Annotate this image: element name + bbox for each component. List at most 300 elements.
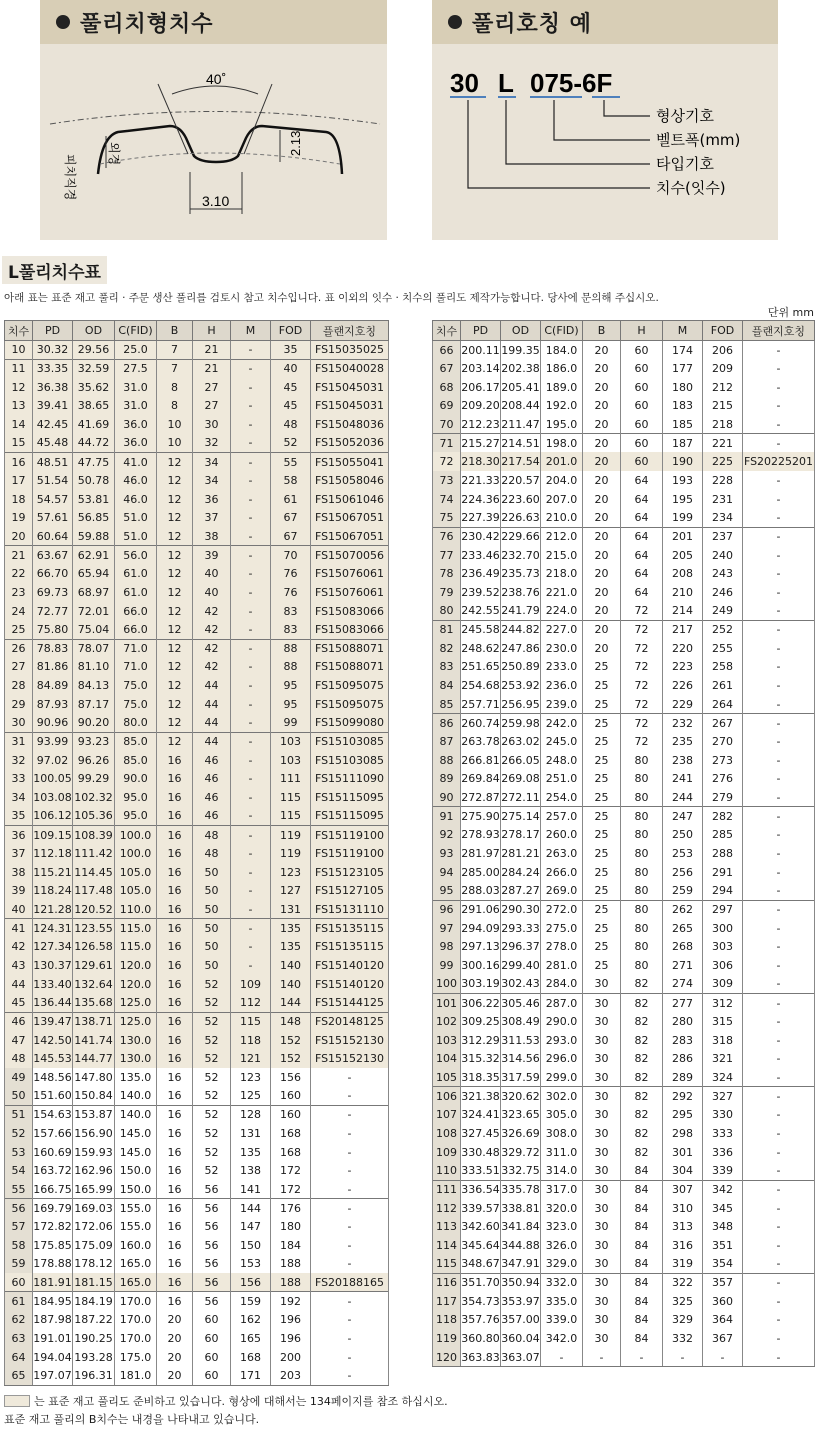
table-cell: 335.0 <box>541 1292 583 1311</box>
table-cell: 39.41 <box>33 396 73 415</box>
table-cell: 20 <box>583 471 621 490</box>
table-cell: 60 <box>193 1311 231 1330</box>
table-cell: 130.37 <box>33 956 73 975</box>
table-cell: 12 <box>157 527 193 546</box>
column-header: FOD <box>703 321 743 341</box>
table-header-row <box>5 321 389 341</box>
table-cell: 51.0 <box>115 508 157 527</box>
table-row <box>433 639 815 658</box>
table-cell: 16 <box>157 844 193 863</box>
designation-panel <box>432 0 778 240</box>
table-cell: - <box>743 396 815 415</box>
table-cell: 56 <box>193 1199 231 1218</box>
table-cell: 18 <box>5 490 33 509</box>
table-cell: 351 <box>703 1236 743 1255</box>
table-cell: FS15048036 <box>311 415 389 434</box>
table-cell: 25 <box>583 751 621 770</box>
table-cell: 112.18 <box>33 844 73 863</box>
table-cell: - <box>663 1348 703 1367</box>
table-cell: 315 <box>703 1012 743 1031</box>
table-cell: 118 <box>433 1311 461 1330</box>
table-cell: 274 <box>663 975 703 994</box>
table-row <box>433 807 815 826</box>
table-cell: 104 <box>433 1049 461 1068</box>
table-cell: 263.02 <box>501 732 541 751</box>
table-cell: 314.0 <box>541 1161 583 1180</box>
table-row <box>433 732 815 751</box>
table-cell: 21 <box>193 359 231 378</box>
table-cell: 150.0 <box>115 1161 157 1180</box>
table-cell: 109 <box>433 1143 461 1162</box>
table-cell: 192.0 <box>541 396 583 415</box>
table-cell: 72.01 <box>73 602 115 621</box>
table-cell: 330 <box>703 1105 743 1124</box>
table-cell: 13 <box>5 396 33 415</box>
table-cell: 30 <box>583 1031 621 1050</box>
table-cell: - <box>743 639 815 658</box>
table-cell: 170.0 <box>115 1292 157 1311</box>
column-header: 플랜지호칭 <box>743 321 815 341</box>
column-header: B <box>157 321 193 341</box>
depth-label: 2.13 <box>288 130 303 156</box>
table-cell: FS15115095 <box>311 788 389 807</box>
table-cell: 30 <box>583 1180 621 1199</box>
table-cell: 320.62 <box>501 1087 541 1106</box>
table-cell: 20 <box>583 415 621 434</box>
table-cell: 90.0 <box>115 770 157 789</box>
table-cell: 318.35 <box>461 1068 501 1087</box>
column-header: B <box>583 321 621 341</box>
table-cell: 107 <box>433 1105 461 1124</box>
table-cell: 12 <box>157 583 193 602</box>
table-cell: 208 <box>663 564 703 583</box>
table-cell: - <box>743 882 815 901</box>
table-cell: - <box>743 583 815 602</box>
table-cell: FS15058046 <box>311 471 389 490</box>
table-cell: 16 <box>157 1236 193 1255</box>
table-cell: 52 <box>193 1049 231 1068</box>
table-cell: 30 <box>583 1049 621 1068</box>
table-cell: 111 <box>271 770 311 789</box>
table-cell: 162.96 <box>73 1161 115 1180</box>
table-cell: 88 <box>271 639 311 658</box>
table-row <box>5 1273 389 1292</box>
table-cell: 52 <box>193 1012 231 1031</box>
table-cell: 354.73 <box>461 1292 501 1311</box>
table-cell: 269.08 <box>501 770 541 789</box>
table-cell: 95 <box>433 882 461 901</box>
table-cell: 16 <box>157 1124 193 1143</box>
table-cell: 150 <box>231 1236 271 1255</box>
table-cell: 80 <box>621 863 663 882</box>
table-cell: 82 <box>621 993 663 1012</box>
table-cell: 86 <box>433 714 461 733</box>
table-cell: 223.60 <box>501 490 541 509</box>
table-cell: - <box>231 732 271 751</box>
table-cell: 60 <box>621 434 663 453</box>
table-cell: - <box>231 751 271 770</box>
table-cell: 34 <box>193 452 231 471</box>
table-cell: 333.51 <box>461 1161 501 1180</box>
table-cell: 196 <box>271 1329 311 1348</box>
table-row <box>433 1217 815 1236</box>
table-cell: 174 <box>663 341 703 360</box>
table-cell: 210.0 <box>541 508 583 527</box>
table-cell: 82 <box>621 1105 663 1124</box>
table-cell: - <box>743 1180 815 1199</box>
legend-note-text: 는 표준 재고 풀리도 준비하고 있습니다. 형상에 대해서는 134페이지를 참조 하십시오. <box>34 1395 448 1408</box>
table-cell: 326.69 <box>501 1124 541 1143</box>
table-cell: 16 <box>157 1255 193 1274</box>
table-cell: 46.0 <box>115 490 157 509</box>
table-cell: 181.0 <box>115 1367 157 1386</box>
table-cell: 233.46 <box>461 546 501 565</box>
table-cell: 12 <box>157 508 193 527</box>
table-cell: 60 <box>621 378 663 397</box>
table-row <box>5 938 389 957</box>
table-cell: 21 <box>5 546 33 565</box>
table-cell: 141 <box>231 1180 271 1199</box>
table-row <box>5 993 389 1012</box>
table-row <box>5 1217 389 1236</box>
table-cell: 79 <box>433 583 461 602</box>
table-cell: 217.54 <box>501 452 541 471</box>
table-row <box>433 938 815 957</box>
table-cell: - <box>743 676 815 695</box>
dimension-table-right <box>432 320 815 1367</box>
table-cell: 342.0 <box>541 1329 583 1348</box>
table-cell: 64 <box>621 527 663 546</box>
table-cell: 144.77 <box>73 1049 115 1068</box>
code-type: L <box>498 68 514 98</box>
table-cell: 121.28 <box>33 900 73 919</box>
table-cell: 66 <box>433 341 461 360</box>
table-cell: 162 <box>231 1311 271 1330</box>
table-cell: 226 <box>663 676 703 695</box>
table-cell: 41.0 <box>115 452 157 471</box>
table-cell: FS15131110 <box>311 900 389 919</box>
table-row <box>433 490 815 509</box>
table-cell: 247.86 <box>501 639 541 658</box>
table-cell: 16 <box>157 1143 193 1162</box>
table-cell: 153 <box>231 1255 271 1274</box>
table-cell: 332 <box>663 1329 703 1348</box>
table-cell: 30 <box>583 1012 621 1031</box>
table-cell: 266.05 <box>501 751 541 770</box>
table-cell: 123 <box>271 863 311 882</box>
table-cell: 214.51 <box>501 434 541 453</box>
table-cell: 313 <box>663 1217 703 1236</box>
table-cell: 77 <box>433 546 461 565</box>
tooth-panel-title: 풀리치형치수 <box>80 11 214 37</box>
table-cell: 229 <box>663 695 703 714</box>
table-cell: 232.70 <box>501 546 541 565</box>
column-header: PD <box>33 321 73 341</box>
table-cell: 287.27 <box>501 882 541 901</box>
table-cell: 221.33 <box>461 471 501 490</box>
table-row <box>433 508 815 527</box>
table-cell: 227.39 <box>461 508 501 527</box>
table-cell: 110 <box>433 1161 461 1180</box>
table-cell: 118.24 <box>33 882 73 901</box>
table-cell: 294 <box>703 882 743 901</box>
table-cell: 117.48 <box>73 882 115 901</box>
table-cell: 212 <box>703 378 743 397</box>
table-row <box>433 1049 815 1068</box>
table-cell: 189.0 <box>541 378 583 397</box>
table-cell: 199 <box>663 508 703 527</box>
table-row <box>433 564 815 583</box>
table-cell: 218 <box>703 415 743 434</box>
table-cell: 115 <box>271 807 311 826</box>
table-cell: 20 <box>157 1311 193 1330</box>
table-cell: - <box>311 1348 389 1367</box>
table-row <box>5 639 389 658</box>
table-cell: - <box>311 1329 389 1348</box>
table-cell: 128 <box>231 1105 271 1124</box>
table-cell: 16 <box>157 1049 193 1068</box>
table-row <box>5 1311 389 1330</box>
table-cell: 75.04 <box>73 620 115 639</box>
table-cell: 58 <box>271 471 311 490</box>
table-cell: 83 <box>433 658 461 677</box>
table-cell: 71.0 <box>115 658 157 677</box>
table-cell: 81 <box>433 620 461 639</box>
table-cell: 56.0 <box>115 546 157 565</box>
table-cell: 184.19 <box>73 1292 115 1311</box>
table-cell: 33.35 <box>33 359 73 378</box>
table-cell: 60 <box>621 341 663 360</box>
table-cell: 100.05 <box>33 770 73 789</box>
table-cell: FS20225201 <box>743 452 815 471</box>
table-cell: 200 <box>271 1348 311 1367</box>
table-cell: 80.0 <box>115 714 157 733</box>
table-cell: 292 <box>663 1087 703 1106</box>
table-cell: 130.0 <box>115 1031 157 1050</box>
table-cell: - <box>743 658 815 677</box>
table-cell: 16 <box>157 788 193 807</box>
table-cell: 344.88 <box>501 1236 541 1255</box>
highlight-swatch <box>4 1395 30 1407</box>
table-cell: 51.0 <box>115 527 157 546</box>
table-cell: 105.36 <box>73 807 115 826</box>
table-cell: 191.01 <box>33 1329 73 1348</box>
table-cell: 16 <box>157 1292 193 1311</box>
table-cell: 62 <box>5 1311 33 1330</box>
table-cell: 136.44 <box>33 993 73 1012</box>
table-cell: 25 <box>5 620 33 639</box>
table-cell: 40 <box>5 900 33 919</box>
table-cell: 145.0 <box>115 1143 157 1162</box>
table-cell: 72 <box>621 602 663 621</box>
table-cell: 184 <box>271 1236 311 1255</box>
table-cell: 305.46 <box>501 993 541 1012</box>
table-cell: FS15061046 <box>311 490 389 509</box>
table-cell: 257.0 <box>541 807 583 826</box>
table-cell: 320.0 <box>541 1199 583 1218</box>
table-row <box>5 807 389 826</box>
table-cell: 336 <box>703 1143 743 1162</box>
table-cell: 156 <box>271 1068 311 1087</box>
table-cell: 302.0 <box>541 1087 583 1106</box>
table-cell: - <box>231 714 271 733</box>
table-cell: 80 <box>621 788 663 807</box>
table-cell: 68 <box>433 378 461 397</box>
table-cell: - <box>621 1348 663 1367</box>
column-header: 치수 <box>5 321 33 341</box>
pitch-diameter-label: 피치직경 <box>63 154 77 201</box>
table-cell: 121 <box>231 1049 271 1068</box>
table-row <box>433 1255 815 1274</box>
table-row <box>433 993 815 1012</box>
table-cell: 268 <box>663 938 703 957</box>
table-cell: - <box>743 1199 815 1218</box>
table-row <box>5 490 389 509</box>
table-cell: 323.0 <box>541 1217 583 1236</box>
table-cell: 30 <box>583 1311 621 1330</box>
table-cell: 82 <box>621 1031 663 1050</box>
table-cell: 210 <box>663 583 703 602</box>
table-cell: 332.75 <box>501 1161 541 1180</box>
table-cell: 67 <box>433 359 461 378</box>
table-cell: 35.62 <box>73 378 115 397</box>
table-cell: 338.81 <box>501 1199 541 1218</box>
table-cell: 203 <box>271 1367 311 1386</box>
table-cell: 156 <box>231 1273 271 1292</box>
table-cell: - <box>743 1329 815 1348</box>
table-cell: - <box>743 732 815 751</box>
table-cell: 16 <box>157 1199 193 1218</box>
table-cell: 45.48 <box>33 434 73 453</box>
table-cell: 286 <box>663 1049 703 1068</box>
table-cell: 333 <box>703 1124 743 1143</box>
tooth-panel-header <box>40 0 387 44</box>
table-row <box>433 900 815 919</box>
table-cell: 12 <box>157 658 193 677</box>
table-cell: 25 <box>583 807 621 826</box>
table-cell: 281.0 <box>541 956 583 975</box>
table-cell: - <box>743 1217 815 1236</box>
table-row <box>433 1012 815 1031</box>
table-cell: 335.78 <box>501 1180 541 1199</box>
table-cell: 316 <box>663 1236 703 1255</box>
table-cell: 172 <box>271 1180 311 1199</box>
table-cell: 80 <box>621 882 663 901</box>
table-cell: 44 <box>193 676 231 695</box>
table-row <box>5 975 389 994</box>
table-cell: 260.0 <box>541 826 583 845</box>
table-cell: - <box>311 1087 389 1106</box>
table-cell: - <box>231 546 271 565</box>
table-cell: 12 <box>157 695 193 714</box>
table-cell: - <box>231 434 271 453</box>
table-cell: 111.42 <box>73 844 115 863</box>
table-cell: 187 <box>663 434 703 453</box>
table-cell: 41.69 <box>73 415 115 434</box>
table-cell: 360 <box>703 1292 743 1311</box>
table-cell: 19 <box>5 508 33 527</box>
table-cell: 215.0 <box>541 546 583 565</box>
table-cell: 276 <box>703 770 743 789</box>
table-cell: 215 <box>703 396 743 415</box>
table-cell: 239.0 <box>541 695 583 714</box>
table-cell: - <box>743 527 815 546</box>
designation-panel-header <box>432 0 778 44</box>
table-cell: 99 <box>271 714 311 733</box>
table-cell: - <box>231 770 271 789</box>
table-cell: 244 <box>663 788 703 807</box>
table-cell: 190.25 <box>73 1329 115 1348</box>
table-cell: 211.47 <box>501 415 541 434</box>
table-cell: 16 <box>157 1161 193 1180</box>
table-cell: 288.03 <box>461 882 501 901</box>
table-cell: 347.91 <box>501 1255 541 1274</box>
table-cell: 225 <box>703 452 743 471</box>
column-header: 치수 <box>433 321 461 341</box>
table-cell: 72 <box>621 695 663 714</box>
table-cell: 120.0 <box>115 975 157 994</box>
table-cell: 42 <box>193 620 231 639</box>
table-cell: - <box>703 1348 743 1367</box>
table-cell: 96 <box>433 900 461 919</box>
table-cell: 357 <box>703 1273 743 1292</box>
table-cell: 124.31 <box>33 919 73 938</box>
table-cell: 245.58 <box>461 620 501 639</box>
table-cell: 56 <box>193 1292 231 1311</box>
table-cell: - <box>231 807 271 826</box>
table-cell: 258 <box>703 658 743 677</box>
table-cell: 248.62 <box>461 639 501 658</box>
table-cell: 192 <box>271 1292 311 1311</box>
table-row <box>433 919 815 938</box>
table-cell: - <box>743 900 815 919</box>
table-cell: 25 <box>583 788 621 807</box>
table-cell: 306.22 <box>461 993 501 1012</box>
table-cell: FS15045031 <box>311 378 389 397</box>
table-cell: 254.68 <box>461 676 501 695</box>
table-cell: 56 <box>193 1217 231 1236</box>
table-cell: 32 <box>193 434 231 453</box>
table-cell: 285.00 <box>461 863 501 882</box>
table-row <box>433 341 815 360</box>
table-cell: 157.66 <box>33 1124 73 1143</box>
table-cell: 245.0 <box>541 732 583 751</box>
table-cell: 56 <box>193 1255 231 1274</box>
table-cell: 8 <box>157 378 193 397</box>
table-cell: 72.77 <box>33 602 73 621</box>
table-cell: - <box>311 1255 389 1274</box>
table-cell: 160 <box>271 1087 311 1106</box>
table-cell: 315.32 <box>461 1049 501 1068</box>
table-row <box>5 508 389 527</box>
table-row <box>5 732 389 751</box>
table-cell: - <box>743 844 815 863</box>
table-row <box>5 1161 389 1180</box>
table-cell: 194.04 <box>33 1348 73 1367</box>
table-cell: 262 <box>663 900 703 919</box>
column-header: C(FID) <box>541 321 583 341</box>
table-cell: 72 <box>621 658 663 677</box>
table-row <box>433 1161 815 1180</box>
bullet-icon <box>56 15 70 29</box>
table-cell: - <box>231 676 271 695</box>
table-cell: 119 <box>271 826 311 845</box>
table-cell: 290.0 <box>541 1012 583 1031</box>
table-row <box>433 359 815 378</box>
table-cell: 46 <box>193 788 231 807</box>
table-cell: 125.0 <box>115 993 157 1012</box>
table-cell: 186.0 <box>541 359 583 378</box>
